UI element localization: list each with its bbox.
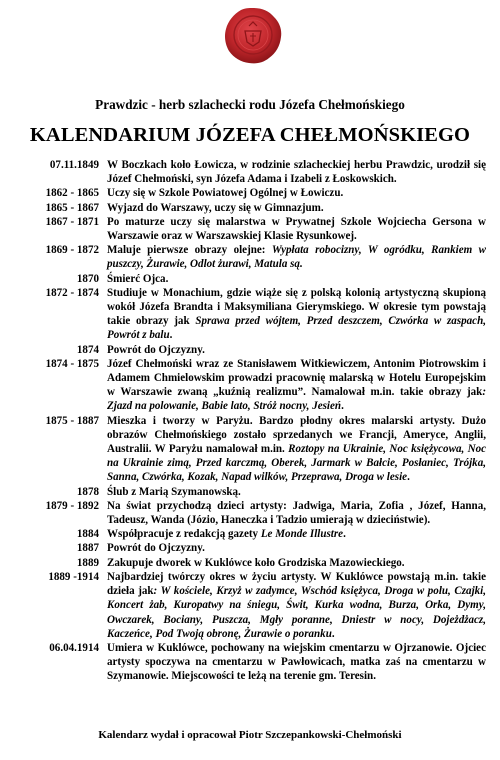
calendar-entry <box>36 499 486 527</box>
entry-text-segment: Wyjazd do Warszawy, uczy się w Gimnazjum. <box>107 201 324 214</box>
calendar-entry <box>36 527 486 541</box>
entry-text <box>107 527 486 541</box>
entry-text <box>107 556 486 570</box>
entry-text <box>107 357 486 414</box>
calendar-entry <box>36 414 486 485</box>
calendar-entry <box>36 201 486 215</box>
entry-text <box>107 286 486 343</box>
entry-italic-title: Wypłata robocizny, W ogródku, Rankiem w puszczy, Żurawie, Odlot żurawi, Matula są. <box>107 244 486 271</box>
entry-text <box>107 499 486 527</box>
entry-text-segment: Maluje pierwsze obrazy olejne: <box>107 244 272 257</box>
calendar-entry <box>36 357 486 414</box>
calendar-entry <box>36 215 486 243</box>
entry-text-segment: Umiera w Kuklówce, pochowany na wiejskim cmentarzu w Ojrzanowie. Ojciec artysty spoczywa na cmentarzu w Pawłowicach, matka zaś na cmentarzu w Szymanowie. Miejscowości te leżą na terenie gm. Teresin. <box>107 641 486 683</box>
entry-italic-title: : Zjazd na polowanie, Babie lato, Stróż nocny, Jesień <box>107 386 486 413</box>
entry-date: 06.04.1914 <box>49 641 99 654</box>
entry-text-segment: Współpracuje z redakcją gazety <box>107 528 261 541</box>
calendar-entry <box>36 556 486 570</box>
entry-text-segment: Józef Chełmoński wraz ze Stanisławem Witkiewiczem, Antonim Piotrowskim i Adamem Chmielowskim prowadzi pracownię malarską w Hotelu Europejskim w Warszawie zwaną „kuźnią realizmu”. Namalował m.in. takie obrazy jak <box>107 357 486 399</box>
entry-text-segment: . <box>331 627 335 640</box>
calendar-entry <box>36 343 486 357</box>
entry-text <box>107 641 486 684</box>
calendar-entry <box>36 243 486 271</box>
entry-text-segment: Zakupuje dworek w Kuklówce koło Grodziska Mazowieckiego. <box>107 556 405 569</box>
entry-text-segment: . <box>341 400 344 413</box>
entry-italic-title: Sprawa przed wójtem, Przed deszczem, Czwórka w zaspach, Powrót z balu <box>107 315 486 342</box>
entry-text-segment: Śmierć Ojca. <box>107 272 169 285</box>
entry-text <box>107 201 486 215</box>
entry-date: 1872 - 1874 <box>45 286 99 299</box>
entry-text-segment: . <box>343 528 346 541</box>
calendar-entry <box>36 485 486 499</box>
entry-text <box>107 343 486 357</box>
calendar-entry <box>36 186 486 200</box>
page-title: KALENDARIUM JÓZEFA CHEŁMOŃSKIEGO <box>29 124 471 146</box>
calendar-entry <box>36 641 486 684</box>
entry-text <box>107 272 486 286</box>
entry-text <box>107 158 486 186</box>
entry-italic-title: Roztopy na Ukrainie, Noc księżycowa, Noc na Ukrainie zimą, Przed karczmą, Oberek, Jarmark w Bałcie, Posłaniec, Trójka, Sanna, Czwórka, Kozak, Napad wilków, Przeprawa, Droga w lesie <box>107 443 486 484</box>
entry-date: 1887 <box>76 542 99 555</box>
entry-text-segment: Najbardziej twórczy okres w życiu artysty. W Kuklówce powstają m.in. takie dzieła jak <box>107 570 486 598</box>
entry-date: 1878 <box>76 485 99 498</box>
entry-italic-title: Le Monde Illustre <box>260 528 344 541</box>
calendar-entry <box>36 541 486 555</box>
calendar-entries <box>36 158 486 684</box>
entry-date: 1874 <box>76 343 99 356</box>
entry-text-segment: . <box>169 329 173 342</box>
entry-text-segment: Po maturze uczy się malarstwa w Prywatnej Szkole Wojciecha Gersona w Warszawie oraz w Warszawskiej Klasie Rysunkowej. <box>107 215 486 243</box>
entry-text-segment: Mieszka i tworzy w Paryżu. Bardzo płodny okres malarski artysty. Dużo obrazów Chełmońskiego zostało sprzedanych we Francji, Ameryce, Anglii, Australii. W Paryżu namalował m.in. <box>107 414 486 456</box>
entry-text <box>107 541 486 555</box>
entry-text <box>107 215 486 243</box>
entry-date: 1889 -1914 <box>48 570 99 583</box>
entry-date: 1865 - 1867 <box>45 201 99 214</box>
entry-text <box>107 186 486 200</box>
calendar-entry <box>36 272 486 286</box>
entry-date: 1879 - 1892 <box>45 499 99 512</box>
calendar-entry <box>36 570 486 641</box>
entry-date: 1874 - 1875 <box>45 357 99 370</box>
entry-text-segment: Powrót do Ojczyzny. <box>107 542 205 555</box>
wax-seal-icon <box>223 6 283 66</box>
entry-date: 1884 <box>76 528 99 541</box>
calendar-entry <box>36 158 486 186</box>
heraldry-caption: Prawdzic - herb szlachecki rodu Józefa Chełmońskiego <box>95 97 405 112</box>
entry-text-segment: Studiuje w Monachium, gdzie wiąże się z polską kolonią artystyczną skupioną wokół Józefa Brandta i Maksymiliana Gierymskiego. W okresie tym powstają takie obrazy jak <box>107 286 486 328</box>
entry-italic-title: : W kościele, Krzyż w zadymce, Wschód księżyca, Droga w polu, Czajki, Koncert żab, Kuropatwy na śniegu, Świt, Kurka wodna, Burza, Orka, Dymy, Owczarek, Bociany, Puszcza, Mgły poranne, Dniestr w nocy, Dojeżdżacz, Kaczeńce, Pod Twoją obronę, Żurawie o poranku <box>107 585 486 640</box>
entry-text-segment: Na świat przychodzą dzieci artysty: Jadwiga, Maria, Zofia , Józef, Hanna, Tadeusz, Wanda (Józio, Haneczka i Tadzio umierają w dzieciństwie). <box>107 499 486 527</box>
entry-text-segment: Uczy się w Szkole Powiatowej Ogólnej w Łowiczu. <box>107 187 344 200</box>
entry-text-segment: W Boczkach koło Łowicza, w rodzinie szlacheckiej herbu Prawdzic, urodził się Józef Chełmoński, syn Józefa Adama i Izabeli z Łoskowskich. <box>107 159 486 186</box>
entry-text-segment: Ślub z Marią Szymanowską. <box>107 485 241 498</box>
entry-text <box>107 243 486 271</box>
calendar-entry <box>36 286 486 343</box>
entry-text-segment: Powrót do Ojczyzny. <box>107 343 205 356</box>
entry-date: 1870 <box>76 272 99 285</box>
entry-text-segment: . <box>407 471 410 484</box>
entry-date: 1889 <box>76 556 99 569</box>
entry-text <box>107 485 486 499</box>
entry-date: 1875 - 1887 <box>45 414 99 427</box>
entry-text <box>107 570 486 641</box>
entry-text <box>107 414 486 485</box>
entry-date: 1867 - 1871 <box>45 215 99 228</box>
entry-date: 07.11.1849 <box>49 159 99 171</box>
footer-credit: Kalendarz wydał i opracował Piotr Szczepankowski-Chełmoński <box>98 729 402 741</box>
entry-date: 1862 - 1865 <box>45 187 99 200</box>
entry-date: 1869 - 1872 <box>45 244 99 257</box>
